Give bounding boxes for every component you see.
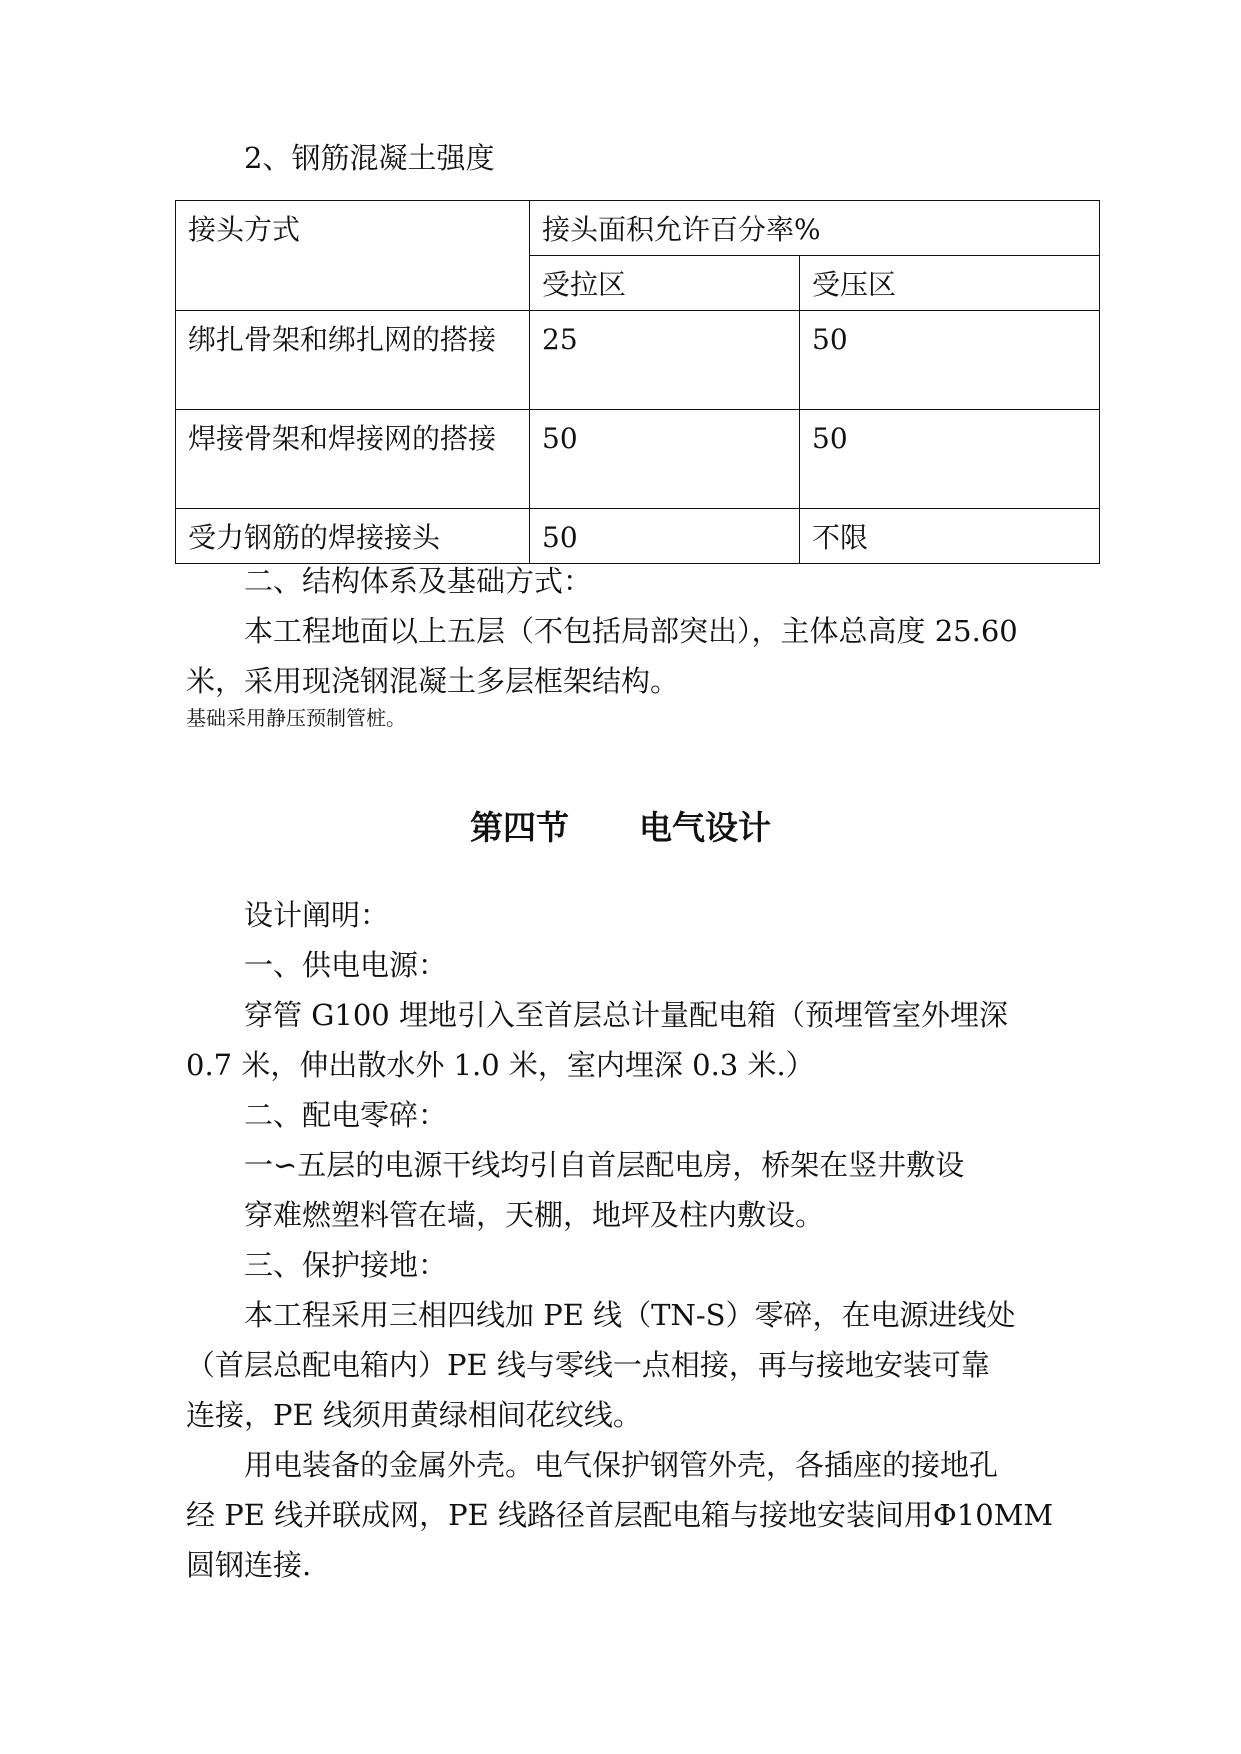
paragraph-line: 一、供电电源： [244,948,448,982]
structure-paragraph-line: 本工程地面以上五层（不包括局部突出），主体总高度 25.60 [244,614,1018,648]
section-number: 第四节 [470,808,569,847]
section-heading [0,798,1241,858]
cell-compression: 不限 [800,509,1100,564]
cell-tension: 50 [530,410,800,509]
paragraph-line: 圆钢连接. [186,1548,312,1582]
paragraph-line: 连接，PE 线须用黄绿相间花纹线。 [186,1398,642,1432]
paragraph-line: 穿难燃塑料管在墙，天棚，地坪及柱内敷设。 [244,1198,825,1232]
cell-tension: 50 [530,509,800,564]
header-tension-zone: 受拉区 [530,256,800,311]
paragraph-line: 一∽五层的电源干线均引自首层配电房，桥架在竖井敷设 [244,1148,965,1182]
foundation-note: 基础采用静压预制管桩。 [186,706,406,730]
header-joint-method: 接头方式 [176,201,530,311]
table-header-row [176,201,1100,256]
paragraph-line: 用电装备的金属外壳。电气保护钢管外壳，各插座的接地孔 [244,1448,999,1482]
cell-tension: 25 [530,311,800,410]
table-row [176,311,1100,410]
table-row [176,410,1100,509]
cell-compression: 50 [800,410,1100,509]
cell-method: 受力钢筋的焊接接头 [176,509,530,564]
header-area-percent: 接头面积允许百分率% [530,201,1100,256]
paragraph-line: 0.7 米，伸出散水外 1.0 米，室内埋深 0.3 米.） [186,1048,815,1082]
paragraph-line: （首层总配电箱内）PE 线与零线一点相接，再与接地安装可靠 [186,1348,990,1382]
paragraph-line: 本工程采用三相四线加 PE 线（TN-S）零碎，在电源进线处 [244,1298,1016,1332]
cell-compression: 50 [800,311,1100,410]
cell-method: 焊接骨架和焊接网的搭接 [176,410,530,509]
paragraph-line: 穿管 G100 埋地引入至首层总计量配电箱（预埋管室外埋深 [244,998,1008,1032]
cell-method: 绑扎骨架和绑扎网的搭接 [176,311,530,410]
structure-paragraph-line: 米，采用现浇钢混凝土多层框架结构。 [186,664,680,698]
section-title: 电气设计 [639,808,771,847]
structure-heading: 二、结构体系及基础方式： [244,564,593,598]
paragraph-line: 设计阐明： [244,898,390,932]
joint-area-table [175,200,1100,564]
subsection-title: 2、钢筋混凝土强度 [244,141,495,175]
header-compression-zone: 受压区 [800,256,1100,311]
paragraph-line: 二、配电零碎： [244,1098,448,1132]
paragraph-line: 三、保护接地： [244,1248,448,1282]
paragraph-line: 经 PE 线并联成网，PE 线路径首层配电箱与接地安装间用Φ10MM [186,1498,1054,1532]
